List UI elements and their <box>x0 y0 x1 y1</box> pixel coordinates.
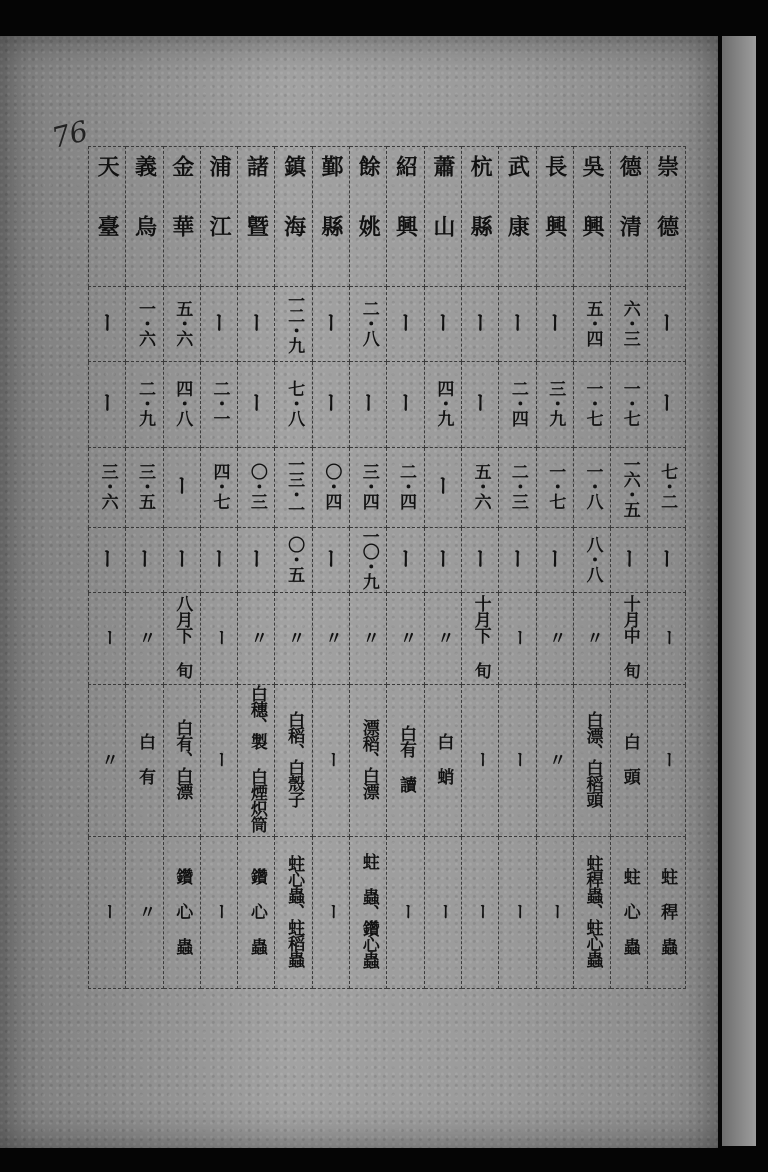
cell-text: ー <box>657 628 678 645</box>
data-cell <box>648 362 685 448</box>
county-name-cell <box>350 147 387 287</box>
data-cell <box>275 837 312 989</box>
cell-text: 蛀 蟲、鑽心蟲 <box>358 853 379 968</box>
row-col5 <box>89 593 686 685</box>
row-col2 <box>89 362 686 448</box>
cell-text: ー <box>507 750 528 767</box>
data-cell <box>611 362 648 448</box>
data-cell <box>200 287 237 362</box>
cell-text: 八月下 旬 <box>172 595 193 678</box>
cell-text: 四・七 <box>209 463 230 508</box>
cell-text: 十月下 旬 <box>470 595 491 678</box>
cell-text: 三・四 <box>358 463 379 508</box>
cell-text: ー <box>393 547 419 569</box>
cell-text: ー <box>430 311 456 333</box>
county-name: 浦江 <box>206 154 233 275</box>
data-cell <box>536 287 573 362</box>
data-cell <box>573 528 610 593</box>
row-col6 <box>89 685 686 837</box>
cell-text: 四・九 <box>433 380 454 425</box>
data-cell <box>424 528 461 593</box>
data-cell <box>573 837 610 989</box>
data-cell <box>387 528 424 593</box>
data-cell <box>312 362 349 448</box>
cell-text: 六・三 <box>619 299 640 345</box>
data-cell <box>461 362 498 448</box>
row-col4 <box>89 528 686 593</box>
cell-text: 五・四 <box>582 299 603 345</box>
county-name-cell <box>573 147 610 287</box>
cell-text: ー <box>507 628 528 645</box>
data-cell <box>163 593 200 685</box>
cell-text: 白漂、白稻頭 <box>582 710 603 807</box>
county-name-cell <box>238 147 275 287</box>
cell-text: ー <box>355 392 381 413</box>
data-cell <box>89 593 126 685</box>
row-col7 <box>89 837 686 989</box>
data-cell <box>536 528 573 593</box>
cell-text: ー <box>467 547 493 569</box>
data-cell <box>200 362 237 448</box>
cell-text: 蛀 心 蟲 <box>619 867 640 954</box>
cell-text: ー <box>393 392 419 413</box>
data-cell <box>163 528 200 593</box>
cell-text: ー <box>243 311 269 333</box>
data-cell <box>648 448 685 528</box>
cell-text: ー <box>94 392 120 413</box>
county-name: 紹興 <box>392 154 419 275</box>
data-cell <box>387 287 424 362</box>
data-cell <box>573 448 610 528</box>
cell-text: ー <box>470 750 491 767</box>
cell-text: 白 頭 <box>619 733 640 784</box>
cell-text: 五・六 <box>172 299 193 345</box>
cell-text: ー <box>206 311 232 333</box>
cell-text: 蛀稈蟲、蛀心蟲 <box>582 854 603 967</box>
row-col3 <box>89 448 686 528</box>
county-name: 武康 <box>504 154 531 275</box>
cell-text: 一三・一 <box>284 455 305 516</box>
data-cell <box>499 593 536 685</box>
data-cell <box>499 528 536 593</box>
cell-text: 二・四 <box>507 380 528 425</box>
cell-text: ー <box>243 392 269 413</box>
county-name: 吳興 <box>579 154 605 275</box>
data-cell <box>611 593 648 685</box>
data-cell <box>499 287 536 362</box>
data-cell <box>387 448 424 528</box>
cell-text: ー <box>654 547 680 569</box>
data-cell <box>163 287 200 362</box>
cell-text: 一二・九 <box>284 292 305 352</box>
county-name-cell <box>461 147 498 287</box>
cell-text: 一〇・九 <box>358 528 379 588</box>
data-cell <box>387 593 424 685</box>
data-cell <box>200 448 237 528</box>
county-name-cell <box>611 147 648 287</box>
data-cell <box>275 528 312 593</box>
data-cell <box>238 287 275 362</box>
county-name-cell <box>163 147 200 287</box>
data-cell <box>573 287 610 362</box>
cell-text: ー <box>467 311 493 333</box>
cell-text: ー <box>542 547 568 569</box>
cell-text: 三・六 <box>97 463 118 508</box>
cell-text: ー <box>209 902 230 919</box>
data-cell <box>238 528 275 593</box>
data-cell <box>200 528 237 593</box>
cell-text: 七・八 <box>284 380 305 425</box>
cell-text: 白 有 <box>134 733 155 784</box>
data-cell <box>648 837 685 989</box>
cell-text: 鑽 心 蟲 <box>246 867 267 954</box>
data-cell <box>648 287 685 362</box>
data-cell <box>611 685 648 837</box>
data-cell <box>350 593 387 685</box>
cell-text: 十月中 旬 <box>619 595 640 678</box>
data-cell <box>200 685 237 837</box>
county-name: 崇德 <box>653 154 680 275</box>
county-name: 天臺 <box>94 154 121 275</box>
data-cell <box>238 593 275 685</box>
cell-text: ー <box>545 902 566 919</box>
data-cell <box>424 685 461 837</box>
county-name: 諸曁 <box>243 154 270 275</box>
county-name-cell <box>387 147 424 287</box>
data-cell <box>387 362 424 448</box>
cell-text: 〇・五 <box>284 535 305 581</box>
cell-text: ー <box>504 547 530 569</box>
cell-text: 四・八 <box>172 380 193 425</box>
data-cell <box>238 362 275 448</box>
cell-text: ー <box>654 392 680 413</box>
cell-text: 一・八 <box>582 463 603 508</box>
data-cell <box>200 593 237 685</box>
data-cell <box>163 837 200 989</box>
cell-text: ー <box>97 902 118 919</box>
county-name: 金華 <box>168 154 195 275</box>
county-name-cell <box>648 147 685 287</box>
cell-text: ー <box>318 311 344 333</box>
cell-text: ー <box>654 311 680 333</box>
cell-text: 五・六 <box>470 463 491 508</box>
cell-text: ー <box>318 547 344 569</box>
data-cell <box>350 685 387 837</box>
data-cell <box>238 837 275 989</box>
cell-text: ー <box>430 547 456 569</box>
cell-text: 三・九 <box>545 380 566 425</box>
cell-text: ー <box>206 547 232 569</box>
data-cell <box>536 837 573 989</box>
cell-text: ー <box>321 750 342 767</box>
data-cell <box>238 448 275 528</box>
page-edge <box>722 36 756 1146</box>
data-cell <box>126 837 163 989</box>
data-cell <box>461 593 498 685</box>
cell-text: ー <box>467 392 493 413</box>
cell-text: ー <box>169 547 195 569</box>
cell-text: 一・七 <box>582 380 603 425</box>
data-cell <box>312 837 349 989</box>
county-name-cell <box>89 147 126 287</box>
data-cell <box>163 448 200 528</box>
page-number: 76 <box>48 114 92 155</box>
cell-text: 鑽 心 蟲 <box>172 867 193 954</box>
cell-text: ー <box>94 311 120 333</box>
cell-text: 〃 <box>321 628 342 645</box>
cell-text: ー <box>433 902 454 919</box>
data-cell <box>499 448 536 528</box>
data-cell <box>89 528 126 593</box>
cell-text: 〃 <box>97 750 118 767</box>
data-cell <box>89 837 126 989</box>
data-cell <box>312 528 349 593</box>
data-cell <box>312 448 349 528</box>
insect-damage-table <box>88 146 686 989</box>
county-name: 杭縣 <box>467 154 494 275</box>
data-cell <box>499 837 536 989</box>
data-cell <box>611 837 648 989</box>
data-cell <box>461 287 498 362</box>
cell-text: 白有 讀 <box>396 725 417 792</box>
data-cell <box>350 287 387 362</box>
data-cell <box>424 593 461 685</box>
data-cell <box>275 362 312 448</box>
cell-text: 一・七 <box>545 463 566 508</box>
data-cell <box>461 685 498 837</box>
cell-text: 〃 <box>545 628 566 645</box>
cell-text: ー <box>321 902 342 919</box>
cell-text: 八・八 <box>582 535 603 581</box>
data-cell <box>350 528 387 593</box>
cell-text: ー <box>430 475 456 496</box>
row-county <box>89 147 686 287</box>
cell-text: ー <box>243 547 269 569</box>
county-name: 義烏 <box>131 154 158 275</box>
cell-text: ー <box>94 547 120 569</box>
county-name-cell <box>200 147 237 287</box>
data-cell <box>89 287 126 362</box>
data-cell <box>312 593 349 685</box>
cell-text: ー <box>657 750 678 767</box>
cell-text: 〇・四 <box>321 463 342 508</box>
cell-text: 蛀心蟲、蛀稻蟲 <box>284 854 305 967</box>
data-cell <box>126 448 163 528</box>
county-name: 餘姚 <box>355 154 382 275</box>
data-cell <box>275 448 312 528</box>
data-cell <box>89 362 126 448</box>
data-cell <box>275 593 312 685</box>
data-cell <box>387 837 424 989</box>
county-name-cell <box>499 147 536 287</box>
data-cell <box>573 593 610 685</box>
county-name: 蕭山 <box>429 154 456 275</box>
cell-text: 二・三 <box>507 463 528 508</box>
cell-text: 一六・五 <box>619 455 640 516</box>
cell-text: 白穗、製 白煙炽筒 <box>246 685 267 832</box>
cell-text: ー <box>209 750 230 767</box>
cell-text: 白 蛸 <box>433 733 454 784</box>
county-name: 鎮海 <box>280 154 307 275</box>
cell-text: 〃 <box>545 750 566 767</box>
cell-text: 〃 <box>134 902 155 919</box>
cell-text: ー <box>169 475 195 496</box>
cell-text: ー <box>209 628 230 645</box>
data-cell <box>536 685 573 837</box>
data-cell <box>648 685 685 837</box>
data-cell <box>648 593 685 685</box>
cell-text: 一・六 <box>134 299 155 345</box>
cell-text: ー <box>131 547 157 569</box>
data-cell <box>611 528 648 593</box>
county-name-cell <box>312 147 349 287</box>
data-cell <box>312 287 349 362</box>
data-cell <box>611 287 648 362</box>
data-cell <box>89 685 126 837</box>
cell-text: 〃 <box>433 628 454 645</box>
cell-text: 〃 <box>134 628 155 645</box>
data-cell <box>163 362 200 448</box>
data-cell <box>126 287 163 362</box>
data-cell <box>163 685 200 837</box>
data-cell <box>275 685 312 837</box>
data-cell <box>126 685 163 837</box>
data-cell <box>499 685 536 837</box>
data-cell <box>424 448 461 528</box>
cell-text: 三・五 <box>134 463 155 508</box>
data-cell <box>461 837 498 989</box>
cell-text: ー <box>507 902 528 919</box>
cell-text: 蛀 稈 蟲 <box>657 867 678 954</box>
cell-text: 〃 <box>246 628 267 645</box>
row-col1 <box>89 287 686 362</box>
data-cell <box>126 593 163 685</box>
cell-text: 二・一 <box>209 380 230 425</box>
data-cell <box>126 528 163 593</box>
cell-text: ー <box>393 311 419 333</box>
data-cell <box>536 593 573 685</box>
data-cell <box>536 448 573 528</box>
data-cell <box>350 837 387 989</box>
cell-text: 白有、白漂 <box>172 718 193 799</box>
data-cell <box>350 448 387 528</box>
data-cell <box>424 362 461 448</box>
data-cell <box>461 528 498 593</box>
cell-text: 二・四 <box>396 463 417 508</box>
county-name-cell <box>536 147 573 287</box>
cell-text: ー <box>396 902 417 919</box>
county-name-cell <box>275 147 312 287</box>
data-cell <box>387 685 424 837</box>
data-cell <box>536 362 573 448</box>
cell-text: ー <box>470 902 491 919</box>
cell-text: 二・八 <box>358 299 379 345</box>
county-name: 鄞縣 <box>317 154 344 275</box>
data-cell <box>350 362 387 448</box>
data-cell <box>573 685 610 837</box>
cell-text: 白稻、白殼子 <box>284 710 305 807</box>
county-name-cell <box>126 147 163 287</box>
data-cell <box>89 448 126 528</box>
data-cell <box>424 837 461 989</box>
cell-text: 〃 <box>284 628 305 645</box>
cell-text: 二・九 <box>134 380 155 425</box>
cell-text: 一・七 <box>619 380 640 425</box>
data-cell <box>312 685 349 837</box>
data-cell <box>200 837 237 989</box>
data-cell <box>238 685 275 837</box>
cell-text: 〃 <box>582 628 603 645</box>
cell-text: 〃 <box>358 628 379 645</box>
county-name: 長興 <box>541 154 568 275</box>
county-name: 德清 <box>616 154 643 275</box>
data-cell <box>648 528 685 593</box>
county-name-cell <box>424 147 461 287</box>
data-cell <box>126 362 163 448</box>
cell-text: ー <box>542 311 568 333</box>
data-cell <box>499 362 536 448</box>
cell-text: 〇・三 <box>246 463 267 508</box>
cell-text: 七・二 <box>657 463 678 508</box>
data-cell <box>424 287 461 362</box>
cell-text: ー <box>97 628 118 645</box>
data-cell <box>275 287 312 362</box>
cell-text: ー <box>504 311 530 333</box>
data-cell <box>611 448 648 528</box>
cell-text: 漂稻、白漂 <box>358 718 379 799</box>
cell-text: ー <box>318 392 344 413</box>
cell-text: 〃 <box>396 628 417 645</box>
data-cell <box>461 448 498 528</box>
data-cell <box>573 362 610 448</box>
cell-text: ー <box>616 547 642 569</box>
